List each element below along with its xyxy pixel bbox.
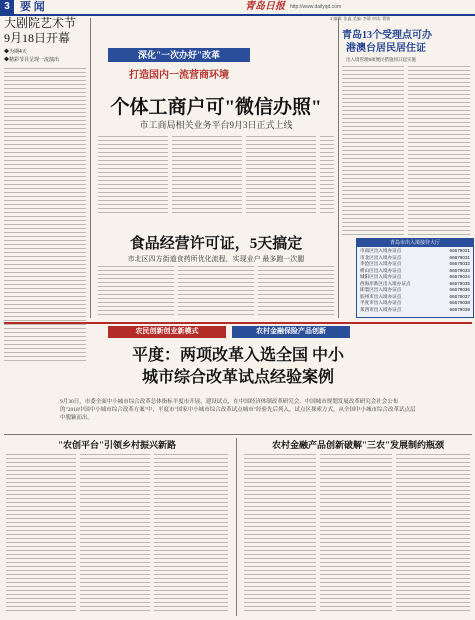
bottom-banner-right [232, 326, 350, 338]
phone-entry-name: 崂山区出入境办证点 [360, 267, 402, 273]
phone-entry-name: 市南区出入境办证点 [360, 248, 402, 253]
column-divider [90, 18, 91, 318]
feature-mid-body-col1 [98, 266, 174, 318]
bottom-left-body-col3 [154, 454, 228, 614]
feature-top-subhead: 市工商局相关业务平台9月3日正式上线 [139, 120, 293, 130]
phone-entry [360, 307, 470, 314]
feature-mid-body-col2 [178, 266, 254, 318]
section-label: 要 闻 [20, 1, 45, 13]
right-headline-line1: 青岛13个受理点可办 [342, 30, 432, 41]
bottom-banner-left [108, 326, 226, 338]
feature-top-body-col4 [320, 136, 334, 216]
bottom-left-title: "农创平台"引领乡村振兴新路 [58, 440, 176, 450]
phone-entry-name: 莱西市出入境办证点 [360, 306, 402, 312]
phone-entry-name: 城阳区出入境办证点 [360, 274, 402, 279]
newspaper-logo: 青岛日报 [245, 1, 285, 12]
bottom-banner-left-text: 农民创新创业新模式 [135, 328, 199, 335]
phone-entry-number: 66679034 [449, 274, 470, 279]
phone-entry-number: 66679037 [449, 293, 470, 299]
right-body-col2 [408, 66, 470, 236]
phone-entry-name: 西海岸新区出入境办证点 [360, 280, 411, 286]
feature-top-body-col2 [172, 136, 242, 216]
right-body-col1 [342, 66, 404, 236]
left-headline-line2: 9月18日开幕 [4, 31, 71, 45]
feature-top-headline: 个体工商户可"微信办照" [110, 97, 322, 118]
phone-entry-name: 胶州市出入境办证点 [360, 293, 402, 299]
feature-top-banner-text: 深化"一次办好"改革 [138, 50, 220, 60]
phone-entry-number: 66679039 [449, 306, 470, 312]
phone-entry-name: 即墨区出入境办证点 [360, 287, 402, 292]
left-subhead-1: ◆为期4天 [4, 49, 27, 55]
phone-entry-number: 66679031 [449, 254, 470, 260]
bottom-headline-line2: 城市综合改革试点经验案例 [141, 369, 334, 386]
page-number: 3 [0, 0, 14, 14]
left-column [4, 16, 86, 366]
phone-entry-name: 平度市出入境办证点 [360, 300, 402, 305]
feature-top-body-col1 [98, 136, 168, 216]
feature-top-banner [108, 48, 250, 62]
editor-line: 3 编辑: 张鑫 美编: 李静 审读: 曹敏 [330, 16, 391, 21]
left-body-text [4, 68, 86, 363]
phone-entry-number: 66679033 [449, 267, 470, 273]
phone-directory-box [356, 238, 474, 318]
feature-mid-body-col3 [258, 266, 334, 318]
bottom-banner-right-text: 农村金融保险产品创新 [256, 328, 326, 335]
feature-top-body-col3 [246, 136, 316, 216]
bottom-left-body-col2 [80, 454, 150, 614]
phone-entry-number: 66679038 [449, 300, 470, 305]
phone-entry-name: 市北区出入境办证点 [360, 254, 402, 260]
bottom-lead-paragraph: 9月30日，市委全面中小城市综合改革总体指标平度市开展，建设试点，在中国经济体制改革研究会、中国城市规划发展改革研究会社会公布的"2018中国中小城市综合改革方案"中，平度市"国家中小城市综合改革试点城市"经验先后列入，试点区探索方式，从全国中小城市综合改革试点层中脱颖而出。 [60, 399, 416, 421]
phone-entry-number: 66679031 [449, 248, 470, 253]
feature-top-banner-sub: 打造国内一流营商环境 [129, 70, 229, 81]
feature-mid-headline: 食品经营许可证，5天搞定 [129, 236, 303, 252]
right-headline-line2: 港澳台居民居住证 [346, 43, 426, 54]
left-subhead-2: ◆精彩节目呈现一流演出 [4, 57, 60, 63]
bottom-feature-rule [4, 322, 472, 324]
bottom-divider [236, 438, 237, 616]
lead-divider [4, 434, 472, 435]
right-subhead: 出入境管理9项便民措施同日起实施 [346, 57, 417, 62]
bottom-headline-line1: 平度：两项改革入选全国 中小 [131, 347, 344, 364]
bottom-right-body-col3 [396, 454, 470, 614]
website-url: http://www.dailyqd.com [290, 4, 342, 10]
bottom-right-body-col2 [320, 454, 392, 614]
phone-entry-number: 66679035 [449, 280, 470, 286]
column-divider-right [338, 18, 339, 318]
left-headline-line1: 大剧院艺术节 [4, 16, 77, 30]
feature-mid-subhead: 市北区四方街道食药所优化流程，实现业户 最多跑一次腿 [127, 255, 305, 263]
masthead [0, 0, 475, 16]
phone-entry-name: 李沧区出入境办证点 [360, 261, 402, 266]
bottom-left-body-col1 [6, 454, 76, 614]
phone-entry-number: 66679036 [449, 287, 470, 292]
phone-entry-number: 66679032 [449, 261, 470, 266]
bottom-right-title: 农村金融产品创新破解"三农"发展制约瓶颈 [272, 440, 444, 450]
phone-directory-list [357, 247, 473, 314]
phone-directory-title: 青岛市出入境接待大厅 [357, 239, 473, 247]
bottom-right-body-col1 [244, 454, 316, 614]
